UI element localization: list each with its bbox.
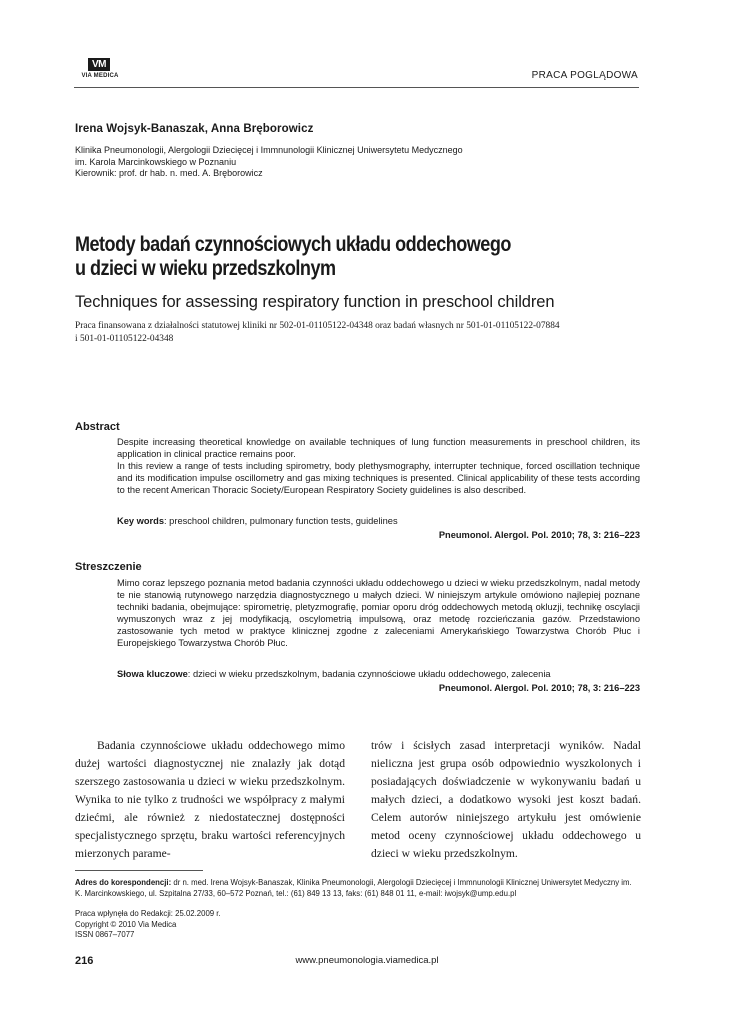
streszczenie-citation: Pneumonol. Alergol. Pol. 2010; 78, 3: 216–223 [438,683,640,693]
abstract-paragraph: Despite increasing theoretical knowledge on available techniques of lung function measurements in preschool children, its application in clinical practice remains poor. [117,437,640,459]
abstract-heading: Abstract [75,421,120,433]
abstract-keywords [117,516,398,526]
header-rule [74,87,639,88]
affiliation-line: Kierownik: prof. dr hab. n. med. A. Bręborowicz [75,168,263,178]
body-column-right: trów i ścisłych zasad interpretacji wyników. Nadal nieliczna jest grupa osób odpowiednio wyszkolonych i posiadających doświadczenie w wykonywaniu badań u małych dzieci, a dodatkowo wysoki jest koszt badań. Celem autorów niniejszego artykułu jest omówienie metod oceny czynnościowej układu oddechowego u dzieci w wieku przedszkolnym. [371,739,641,860]
article-title [75,233,511,281]
title-line: Metody badań czynnościowych układu oddechowego [75,233,511,256]
logo-mark: VM [88,58,110,71]
streszczenie-body [117,577,640,649]
copyright: Copyright © 2010 Via Medica [75,919,177,929]
logo-text: VIA MEDICA [81,73,119,79]
journal-website: www.pneumonologia.viamedica.pl [295,955,439,966]
footnote-rule [75,870,203,871]
abstract-paragraph: In this review a range of tests including spirometry, body plethysmography, interrupter technique, forced oscillation technique and its modification impulse oscillometry and gas mixing techniques is presented. Clinical applicability of these tests according to the recent American Thoracic Society/European Respiratory Society guidelines is also described. [117,461,640,495]
funding-note [75,320,645,346]
correspondence-text: dr n. med. Irena Wojsyk-Banaszak, Klinika Pneumonologii, Alergologii Dziecięcej i Immnunologii Klinicznej Uniwersytet Medyczny im. K. Marcinkowskiego, ul. Szpitalna 27/33, 60–572 Poznań, tel.: (61) 849 13 13, faks: (61) 848 01 11, e-mail: iwojsyk@ump.edu.pl [75,878,632,898]
page-number: 216 [75,955,94,967]
affiliation-line: im. Karola Marcinkowskiego w Poznaniu [75,156,237,167]
correspondence-note [75,878,635,899]
affiliation [75,145,463,180]
body-column-left: Badania czynnościowe układu oddechowego mimo dużej wartości diagnostycznej nie znalazły jak dotąd szerszego zastosowania u dzieci w wieku przedszkolnym. Wynika to nie tylko z trudności we współpracy z małymi dziećmi, ale również z niedostatecznej dostępności specjalistycznego sprzętu, braku wartości referencyjnych mierzonych parame- [75,739,345,860]
keywords-text: : preschool children, pulmonary function tests, guidelines [164,516,398,526]
funding-line: Praca finansowana z działalności statutowej kliniki nr 502-01-01105122-04348 oraz badań własnych nr 501-01-01105122-07884 [75,321,560,331]
issn: ISSN 0867–7077 [75,930,135,939]
abstract-citation: Pneumonol. Alergol. Pol. 2010; 78, 3: 216–223 [438,530,640,540]
section-label: PRACA POGLĄDOWA [531,70,638,81]
keywords-label: Key words [117,516,165,526]
keywords-label: Słowa kluczowe [117,669,188,679]
keywords-text: : dzieci w wieku przedszkolnym, badania czynnościowe układu oddechowego, zalecenia [187,669,551,679]
authors: Irena Wojsyk-Banaszak, Anna Bręborowicz [75,123,314,135]
affiliation-line: Klinika Pneumonologii, Alergologii Dziecięcej i Immnunologii Klinicznej Uniwersytetu Medycznego [75,145,463,155]
received-date: Praca wpłynęła do Redakcji: 25.02.2009 r. [75,909,221,918]
correspondence-label: Adres do korespondencji: [75,878,172,887]
english-title: Techniques for assessing respiratory function in preschool children [75,293,555,311]
streszczenie-keywords [117,669,551,679]
abstract-body [117,436,640,496]
funding-line: i 501-01-01105122-04348 [75,334,174,344]
via-medica-logo [74,58,126,80]
streszczenie-paragraph: Mimo coraz lepszego poznania metod badania czynności układu oddechowego u dzieci w wieku przedszkolnym, nadal metody te nie stanowią rutynowego narzędzia diagnostycznego u małych dzieci. W niniejszym artykule omówiono najlepiej poznane techniki badania, obejmujące: spirometrię, pletyzmografię, pomiar oporu dróg oddechowych metodą okluzji, technikę oscylacji wymuszonych wraz z jej modyfikacją, oscylometrią impulsową, oraz metodę rozcieńczania gazów. Przedstawiono zastosowanie tych metod w praktyce klinicznej zgodne z zaleceniami Amerykańskiego Towarzystwa Chorób Płuc i Europejskiego Towarzystwa Chorób Płuc. [117,578,640,648]
publication-info [75,909,221,941]
streszczenie-heading: Streszczenie [75,561,142,573]
title-line: u dzieci w wieku przedszkolnym [75,257,336,280]
